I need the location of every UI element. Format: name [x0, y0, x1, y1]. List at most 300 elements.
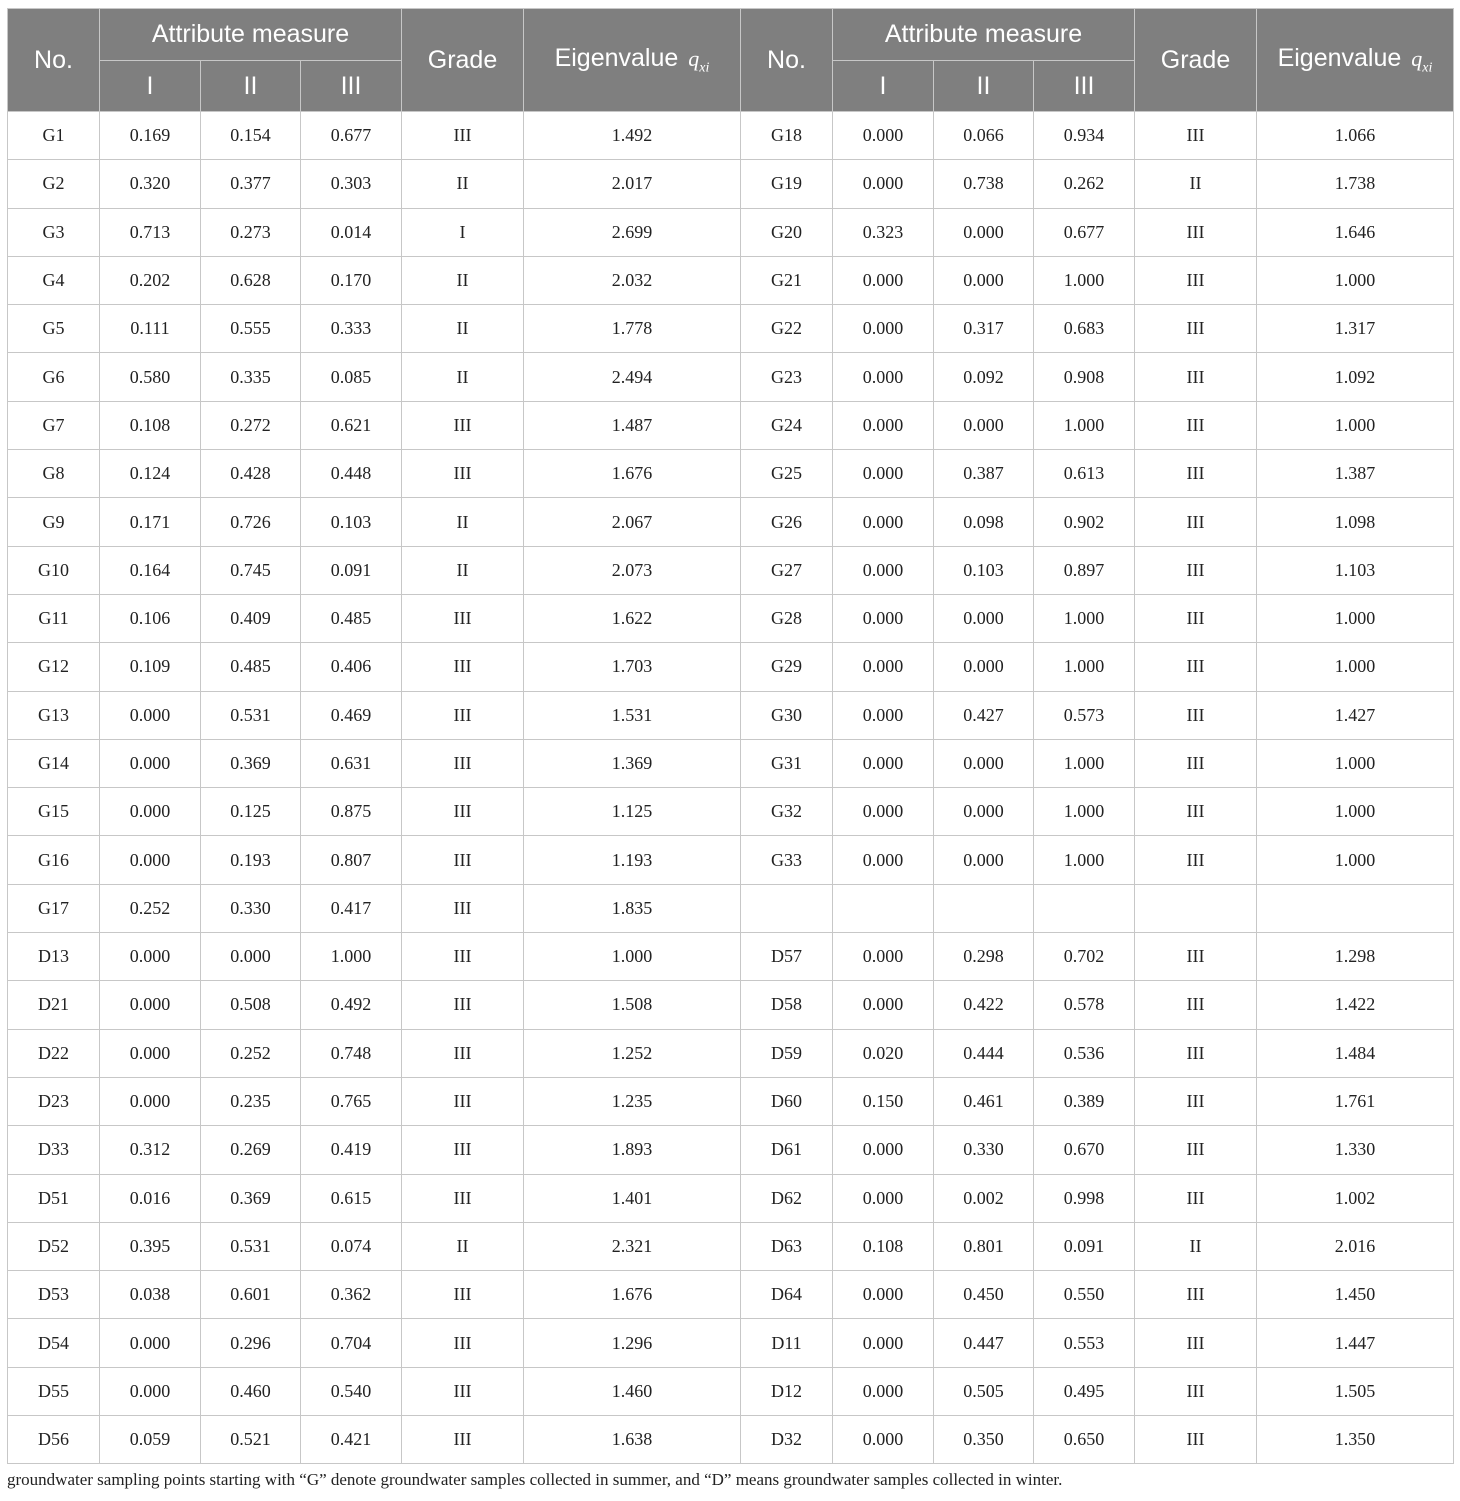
- measure-ii-cell: 0.508: [201, 981, 301, 1029]
- measure-ii-cell: 0.369: [201, 739, 301, 787]
- grade-cell: III: [1135, 1029, 1257, 1077]
- eigenvalue-cell: 1.000: [524, 933, 741, 981]
- eigenvalue-cell: 1.235: [524, 1077, 741, 1125]
- grade-cell: III: [402, 1174, 524, 1222]
- table-row: [8, 981, 1454, 1029]
- measure-iii-cell: 0.540: [301, 1367, 402, 1415]
- measure-i-cell: 0.000: [833, 546, 934, 594]
- sample-id-cell: D58: [741, 981, 833, 1029]
- eigenvalue-cell: 1.622: [524, 594, 741, 642]
- grade-cell: III: [1135, 450, 1257, 498]
- sample-id-cell: G32: [741, 788, 833, 836]
- measure-iii-cell: 1.000: [1034, 256, 1135, 304]
- measure-iii-cell: 0.670: [1034, 1126, 1135, 1174]
- sample-id-cell: G29: [741, 643, 833, 691]
- grade-cell: III: [402, 594, 524, 642]
- grade-cell: III: [1135, 1319, 1257, 1367]
- measure-i-cell: 0.000: [833, 1174, 934, 1222]
- measure-iii-cell: 0.085: [301, 353, 402, 401]
- measure-iii-cell: 1.000: [1034, 788, 1135, 836]
- table-row: [8, 256, 1454, 304]
- grade-cell: III: [1135, 1126, 1257, 1174]
- measure-i-cell: 0.124: [100, 450, 201, 498]
- measure-i-cell: 0.164: [100, 546, 201, 594]
- grade-cell: II: [402, 305, 524, 353]
- measure-iii-cell: 0.091: [301, 546, 402, 594]
- measure-iii-cell: 0.677: [1034, 208, 1135, 256]
- eigenvalue-cell: 1.531: [524, 691, 741, 739]
- sample-id-cell: D64: [741, 1271, 833, 1319]
- grade-cell: II: [402, 256, 524, 304]
- table-row: [8, 933, 1454, 981]
- sample-id-cell: G6: [8, 353, 100, 401]
- table-row: [8, 1126, 1454, 1174]
- sample-id-cell: G18: [741, 112, 833, 160]
- sample-id-cell: G14: [8, 739, 100, 787]
- sample-id-cell: G25: [741, 450, 833, 498]
- eigenvalue-cell: 1.000: [1257, 401, 1454, 449]
- table-row: [8, 836, 1454, 884]
- grade-cell: II: [1135, 1222, 1257, 1270]
- grade-cell: III: [402, 933, 524, 981]
- measure-iii-cell: 0.908: [1034, 353, 1135, 401]
- measure-iii-cell: 0.485: [301, 594, 402, 642]
- measure-ii-cell: 0.000: [934, 594, 1034, 642]
- measure-ii-cell: 0.269: [201, 1126, 301, 1174]
- table-row: [8, 112, 1454, 160]
- measure-ii-cell: 0.092: [934, 353, 1034, 401]
- eigenvalue-cell: [1257, 884, 1454, 932]
- grade-cell: II: [402, 160, 524, 208]
- measure-ii-cell: 0.409: [201, 594, 301, 642]
- grade-cell: III: [402, 836, 524, 884]
- measure-iii-cell: 0.550: [1034, 1271, 1135, 1319]
- eigenvalue-cell: 1.193: [524, 836, 741, 884]
- measure-i-cell: 0.169: [100, 112, 201, 160]
- measure-iii-cell: 0.469: [301, 691, 402, 739]
- eigenvalue-cell: 1.000: [1257, 594, 1454, 642]
- measure-i-cell: 0.038: [100, 1271, 201, 1319]
- grade-cell: III: [402, 1271, 524, 1319]
- grade-cell: III: [402, 1319, 524, 1367]
- sample-id-cell: D22: [8, 1029, 100, 1077]
- grade-cell: III: [1135, 1174, 1257, 1222]
- measure-iii-cell: 1.000: [1034, 739, 1135, 787]
- measure-ii-cell: 0.272: [201, 401, 301, 449]
- eigenvalue-cell: 1.450: [1257, 1271, 1454, 1319]
- measure-iii-cell: 0.170: [301, 256, 402, 304]
- sample-id-cell: [741, 884, 833, 932]
- data-table-container: [7, 8, 1453, 1464]
- measure-i-cell: 0.000: [833, 981, 934, 1029]
- table-row: [8, 1271, 1454, 1319]
- measure-iii-cell: 0.014: [301, 208, 402, 256]
- measure-i-cell: 0.109: [100, 643, 201, 691]
- table-row: [8, 643, 1454, 691]
- measure-iii-cell: 0.578: [1034, 981, 1135, 1029]
- eigenvalue-cell: 1.000: [1257, 739, 1454, 787]
- sample-id-cell: D52: [8, 1222, 100, 1270]
- measure-i-cell: 0.171: [100, 498, 201, 546]
- measure-i-cell: 0.000: [833, 788, 934, 836]
- header-grade: Grade: [402, 9, 524, 112]
- measure-ii-cell: 0.000: [934, 401, 1034, 449]
- eigenvalue-cell: 1.703: [524, 643, 741, 691]
- measure-iii-cell: 0.553: [1034, 1319, 1135, 1367]
- eigenvalue-cell: 1.761: [1257, 1077, 1454, 1125]
- table-row: [8, 546, 1454, 594]
- sample-id-cell: G22: [741, 305, 833, 353]
- measure-ii-cell: 0.000: [934, 739, 1034, 787]
- measure-i-cell: 0.000: [833, 933, 934, 981]
- measure-ii-cell: 0.193: [201, 836, 301, 884]
- sample-id-cell: G8: [8, 450, 100, 498]
- measure-i-cell: 0.000: [100, 1077, 201, 1125]
- eigenvalue-cell: 2.699: [524, 208, 741, 256]
- table-row: [8, 1029, 1454, 1077]
- header-attribute-measure: Attribute measure: [833, 9, 1135, 61]
- measure-iii-cell: 1.000: [1034, 836, 1135, 884]
- header-grade-i: I: [833, 61, 934, 112]
- eigenvalue-cell: 1.484: [1257, 1029, 1454, 1077]
- measure-i-cell: 0.000: [100, 1367, 201, 1415]
- measure-iii-cell: 0.765: [301, 1077, 402, 1125]
- eigenvalue-cell: 1.098: [1257, 498, 1454, 546]
- measure-i-cell: 0.000: [833, 739, 934, 787]
- measure-ii-cell: 0.000: [934, 788, 1034, 836]
- grade-cell: III: [402, 1367, 524, 1415]
- measure-ii-cell: 0.450: [934, 1271, 1034, 1319]
- table-row: [8, 1174, 1454, 1222]
- sample-id-cell: G20: [741, 208, 833, 256]
- measure-i-cell: 0.395: [100, 1222, 201, 1270]
- measure-iii-cell: 0.362: [301, 1271, 402, 1319]
- measure-ii-cell: 0.296: [201, 1319, 301, 1367]
- sample-id-cell: D23: [8, 1077, 100, 1125]
- eigenvalue-cell: 1.092: [1257, 353, 1454, 401]
- sample-id-cell: G15: [8, 788, 100, 836]
- table-row: [8, 691, 1454, 739]
- header-no: No.: [8, 9, 100, 112]
- eigenvalue-cell: 1.000: [1257, 256, 1454, 304]
- measure-i-cell: 0.000: [100, 691, 201, 739]
- measure-ii-cell: 0.154: [201, 112, 301, 160]
- measure-ii-cell: 0.422: [934, 981, 1034, 1029]
- table-row: [8, 788, 1454, 836]
- measure-iii-cell: 0.875: [301, 788, 402, 836]
- sample-id-cell: G27: [741, 546, 833, 594]
- measure-i-cell: 0.000: [833, 594, 934, 642]
- table-row: [8, 739, 1454, 787]
- sample-id-cell: D51: [8, 1174, 100, 1222]
- measure-i-cell: 0.000: [100, 788, 201, 836]
- measure-ii-cell: 0.350: [934, 1416, 1034, 1464]
- grade-cell: III: [402, 884, 524, 932]
- eigenvalue-cell: 2.321: [524, 1222, 741, 1270]
- measure-iii-cell: 0.621: [301, 401, 402, 449]
- grade-cell: III: [1135, 691, 1257, 739]
- measure-ii-cell: 0.235: [201, 1077, 301, 1125]
- grade-cell: III: [1135, 1416, 1257, 1464]
- sample-id-cell: G3: [8, 208, 100, 256]
- measure-i-cell: 0.713: [100, 208, 201, 256]
- eigenvalue-cell: 1.427: [1257, 691, 1454, 739]
- measure-iii-cell: 0.897: [1034, 546, 1135, 594]
- measure-iii-cell: 0.333: [301, 305, 402, 353]
- sample-id-cell: D21: [8, 981, 100, 1029]
- measure-i-cell: 0.000: [100, 836, 201, 884]
- measure-ii-cell: 0.125: [201, 788, 301, 836]
- eigenvalue-cell: 1.487: [524, 401, 741, 449]
- measure-ii-cell: 0.521: [201, 1416, 301, 1464]
- measure-iii-cell: 0.492: [301, 981, 402, 1029]
- measure-ii-cell: 0.377: [201, 160, 301, 208]
- measure-ii-cell: 0.531: [201, 691, 301, 739]
- sample-id-cell: D11: [741, 1319, 833, 1367]
- sample-id-cell: G21: [741, 256, 833, 304]
- measure-iii-cell: 0.807: [301, 836, 402, 884]
- grade-cell: III: [1135, 739, 1257, 787]
- grade-cell: III: [1135, 981, 1257, 1029]
- grade-cell: III: [402, 788, 524, 836]
- header-attribute-measure: Attribute measure: [100, 9, 402, 61]
- grade-cell: III: [402, 401, 524, 449]
- sample-id-cell: G13: [8, 691, 100, 739]
- header-eigenvalue: Eigenvalue $q_{xi}$: [524, 9, 741, 112]
- eigenvalue-cell: 1.330: [1257, 1126, 1454, 1174]
- header-grade-ii: II: [201, 61, 301, 112]
- measure-i-cell: 0.000: [833, 450, 934, 498]
- measure-i-cell: 0.000: [833, 1126, 934, 1174]
- measure-ii-cell: 0.369: [201, 1174, 301, 1222]
- measure-ii-cell: 0.505: [934, 1367, 1034, 1415]
- sample-id-cell: D12: [741, 1367, 833, 1415]
- eigenvalue-cell: 1.000: [1257, 643, 1454, 691]
- header-grade-iii: III: [1034, 61, 1135, 112]
- measure-iii-cell: 0.677: [301, 112, 402, 160]
- measure-i-cell: 0.000: [833, 1271, 934, 1319]
- measure-ii-cell: 0.461: [934, 1077, 1034, 1125]
- measure-iii-cell: 0.074: [301, 1222, 402, 1270]
- sample-id-cell: D55: [8, 1367, 100, 1415]
- measure-i-cell: 0.000: [833, 836, 934, 884]
- sample-id-cell: G23: [741, 353, 833, 401]
- eigenvalue-cell: 1.508: [524, 981, 741, 1029]
- grade-cell: II: [402, 1222, 524, 1270]
- measure-iii-cell: 0.615: [301, 1174, 402, 1222]
- measure-iii-cell: 0.702: [1034, 933, 1135, 981]
- sample-id-cell: G31: [741, 739, 833, 787]
- grade-cell: III: [402, 691, 524, 739]
- measure-i-cell: 0.000: [100, 981, 201, 1029]
- measure-ii-cell: 0.002: [934, 1174, 1034, 1222]
- table-body: [8, 112, 1454, 1464]
- grade-cell: III: [1135, 594, 1257, 642]
- measure-ii-cell: 0.601: [201, 1271, 301, 1319]
- measure-ii-cell: 0.317: [934, 305, 1034, 353]
- grade-cell: II: [402, 546, 524, 594]
- sample-id-cell: G5: [8, 305, 100, 353]
- measure-iii-cell: 0.536: [1034, 1029, 1135, 1077]
- eigenvalue-cell: 1.125: [524, 788, 741, 836]
- measure-iii-cell: 0.631: [301, 739, 402, 787]
- measure-iii-cell: 0.748: [301, 1029, 402, 1077]
- grade-cell: III: [1135, 1077, 1257, 1125]
- sample-id-cell: G9: [8, 498, 100, 546]
- grade-cell: III: [402, 112, 524, 160]
- measure-ii-cell: 0.460: [201, 1367, 301, 1415]
- measure-ii-cell: 0.000: [934, 256, 1034, 304]
- grade-cell: III: [1135, 112, 1257, 160]
- eigenvalue-cell: 1.298: [1257, 933, 1454, 981]
- table-row: [8, 1367, 1454, 1415]
- grade-cell: III: [1135, 788, 1257, 836]
- grade-cell: II: [402, 498, 524, 546]
- eigenvalue-cell: 1.401: [524, 1174, 741, 1222]
- measure-ii-cell: 0.485: [201, 643, 301, 691]
- measure-i-cell: 0.320: [100, 160, 201, 208]
- measure-ii-cell: 0.000: [934, 208, 1034, 256]
- grade-cell: III: [1135, 305, 1257, 353]
- measure-iii-cell: 1.000: [1034, 401, 1135, 449]
- table-row: [8, 594, 1454, 642]
- grade-cell: III: [1135, 256, 1257, 304]
- measure-i-cell: 0.000: [833, 643, 934, 691]
- measure-ii-cell: 0.555: [201, 305, 301, 353]
- sample-id-cell: D32: [741, 1416, 833, 1464]
- measure-i-cell: 0.108: [100, 401, 201, 449]
- header-no: No.: [741, 9, 833, 112]
- measure-i-cell: 0.059: [100, 1416, 201, 1464]
- eigenvalue-cell: 1.738: [1257, 160, 1454, 208]
- measure-ii-cell: 0.738: [934, 160, 1034, 208]
- measure-i-cell: 0.580: [100, 353, 201, 401]
- measure-ii-cell: 0.628: [201, 256, 301, 304]
- measure-i-cell: 0.000: [833, 401, 934, 449]
- table-row: [8, 160, 1454, 208]
- sample-id-cell: D54: [8, 1319, 100, 1367]
- sample-id-cell: G26: [741, 498, 833, 546]
- measure-i-cell: 0.323: [833, 208, 934, 256]
- measure-iii-cell: 0.262: [1034, 160, 1135, 208]
- sample-id-cell: G30: [741, 691, 833, 739]
- measure-ii-cell: 0.098: [934, 498, 1034, 546]
- sample-id-cell: G17: [8, 884, 100, 932]
- measure-ii-cell: 0.427: [934, 691, 1034, 739]
- measure-iii-cell: 0.417: [301, 884, 402, 932]
- grade-cell: III: [1135, 401, 1257, 449]
- eigenvalue-cell: 1.505: [1257, 1367, 1454, 1415]
- eigenvalue-cell: 1.000: [1257, 836, 1454, 884]
- sample-id-cell: D53: [8, 1271, 100, 1319]
- sample-id-cell: G11: [8, 594, 100, 642]
- measure-iii-cell: 0.704: [301, 1319, 402, 1367]
- header-grade-i: I: [100, 61, 201, 112]
- eigenvalue-cell: 1.002: [1257, 1174, 1454, 1222]
- table-footnote: groundwater sampling points starting with “G” denote groundwater samples collected in summer, and “D” means groundwater samples collected in winter.: [7, 1470, 1063, 1489]
- measure-i-cell: 0.202: [100, 256, 201, 304]
- measure-iii-cell: 0.902: [1034, 498, 1135, 546]
- measure-i-cell: 0.000: [833, 498, 934, 546]
- grade-cell: III: [1135, 836, 1257, 884]
- table-row: [8, 353, 1454, 401]
- sample-id-cell: G12: [8, 643, 100, 691]
- table-row: [8, 305, 1454, 353]
- measure-iii-cell: 0.448: [301, 450, 402, 498]
- measure-i-cell: 0.000: [833, 112, 934, 160]
- grade-cell: III: [1135, 643, 1257, 691]
- sample-id-cell: G2: [8, 160, 100, 208]
- measure-ii-cell: 0.335: [201, 353, 301, 401]
- measure-iii-cell: 0.613: [1034, 450, 1135, 498]
- measure-iii-cell: [1034, 884, 1135, 932]
- table-header: [8, 9, 1454, 112]
- sample-id-cell: G1: [8, 112, 100, 160]
- grade-cell: III: [402, 1126, 524, 1174]
- measure-ii-cell: 0.298: [934, 933, 1034, 981]
- measure-iii-cell: 0.406: [301, 643, 402, 691]
- measure-i-cell: 0.000: [833, 1367, 934, 1415]
- measure-i-cell: 0.000: [833, 1416, 934, 1464]
- measure-iii-cell: 0.303: [301, 160, 402, 208]
- sample-id-cell: D63: [741, 1222, 833, 1270]
- header-grade-iii: III: [301, 61, 402, 112]
- sample-id-cell: G10: [8, 546, 100, 594]
- eigenvalue-cell: 1.676: [524, 450, 741, 498]
- measure-iii-cell: 0.650: [1034, 1416, 1135, 1464]
- table-row: [8, 498, 1454, 546]
- measure-i-cell: 0.000: [100, 739, 201, 787]
- header-eigenvalue: Eigenvalue $q_{xi}$: [1257, 9, 1454, 112]
- grade-cell: III: [1135, 546, 1257, 594]
- sample-id-cell: G33: [741, 836, 833, 884]
- measure-ii-cell: 0.000: [934, 643, 1034, 691]
- measure-ii-cell: [934, 884, 1034, 932]
- measure-iii-cell: 0.934: [1034, 112, 1135, 160]
- eigenvalue-cell: 2.016: [1257, 1222, 1454, 1270]
- measure-i-cell: 0.020: [833, 1029, 934, 1077]
- measure-i-cell: 0.000: [833, 353, 934, 401]
- grade-cell: III: [402, 739, 524, 787]
- grade-cell: III: [402, 1077, 524, 1125]
- measure-ii-cell: 0.103: [934, 546, 1034, 594]
- sample-id-cell: G7: [8, 401, 100, 449]
- measure-ii-cell: 0.726: [201, 498, 301, 546]
- eigenvalue-cell: 1.646: [1257, 208, 1454, 256]
- eigenvalue-cell: 2.494: [524, 353, 741, 401]
- eigenvalue-cell: 2.017: [524, 160, 741, 208]
- grade-cell: I: [402, 208, 524, 256]
- sample-id-cell: D57: [741, 933, 833, 981]
- grade-cell: III: [1135, 1367, 1257, 1415]
- measure-ii-cell: 0.000: [201, 933, 301, 981]
- measure-ii-cell: 0.531: [201, 1222, 301, 1270]
- sample-id-cell: G24: [741, 401, 833, 449]
- eigenvalue-cell: 1.369: [524, 739, 741, 787]
- grade-cell: II: [402, 353, 524, 401]
- grade-cell: III: [1135, 933, 1257, 981]
- sample-id-cell: D61: [741, 1126, 833, 1174]
- eigenvalue-cell: 1.422: [1257, 981, 1454, 1029]
- measure-i-cell: 0.000: [100, 933, 201, 981]
- sample-id-cell: D62: [741, 1174, 833, 1222]
- grade-cell: III: [402, 643, 524, 691]
- eigenvalue-cell: 2.067: [524, 498, 741, 546]
- measure-ii-cell: 0.330: [201, 884, 301, 932]
- sample-id-cell: D56: [8, 1416, 100, 1464]
- measure-ii-cell: 0.444: [934, 1029, 1034, 1077]
- eigenvalue-cell: 1.460: [524, 1367, 741, 1415]
